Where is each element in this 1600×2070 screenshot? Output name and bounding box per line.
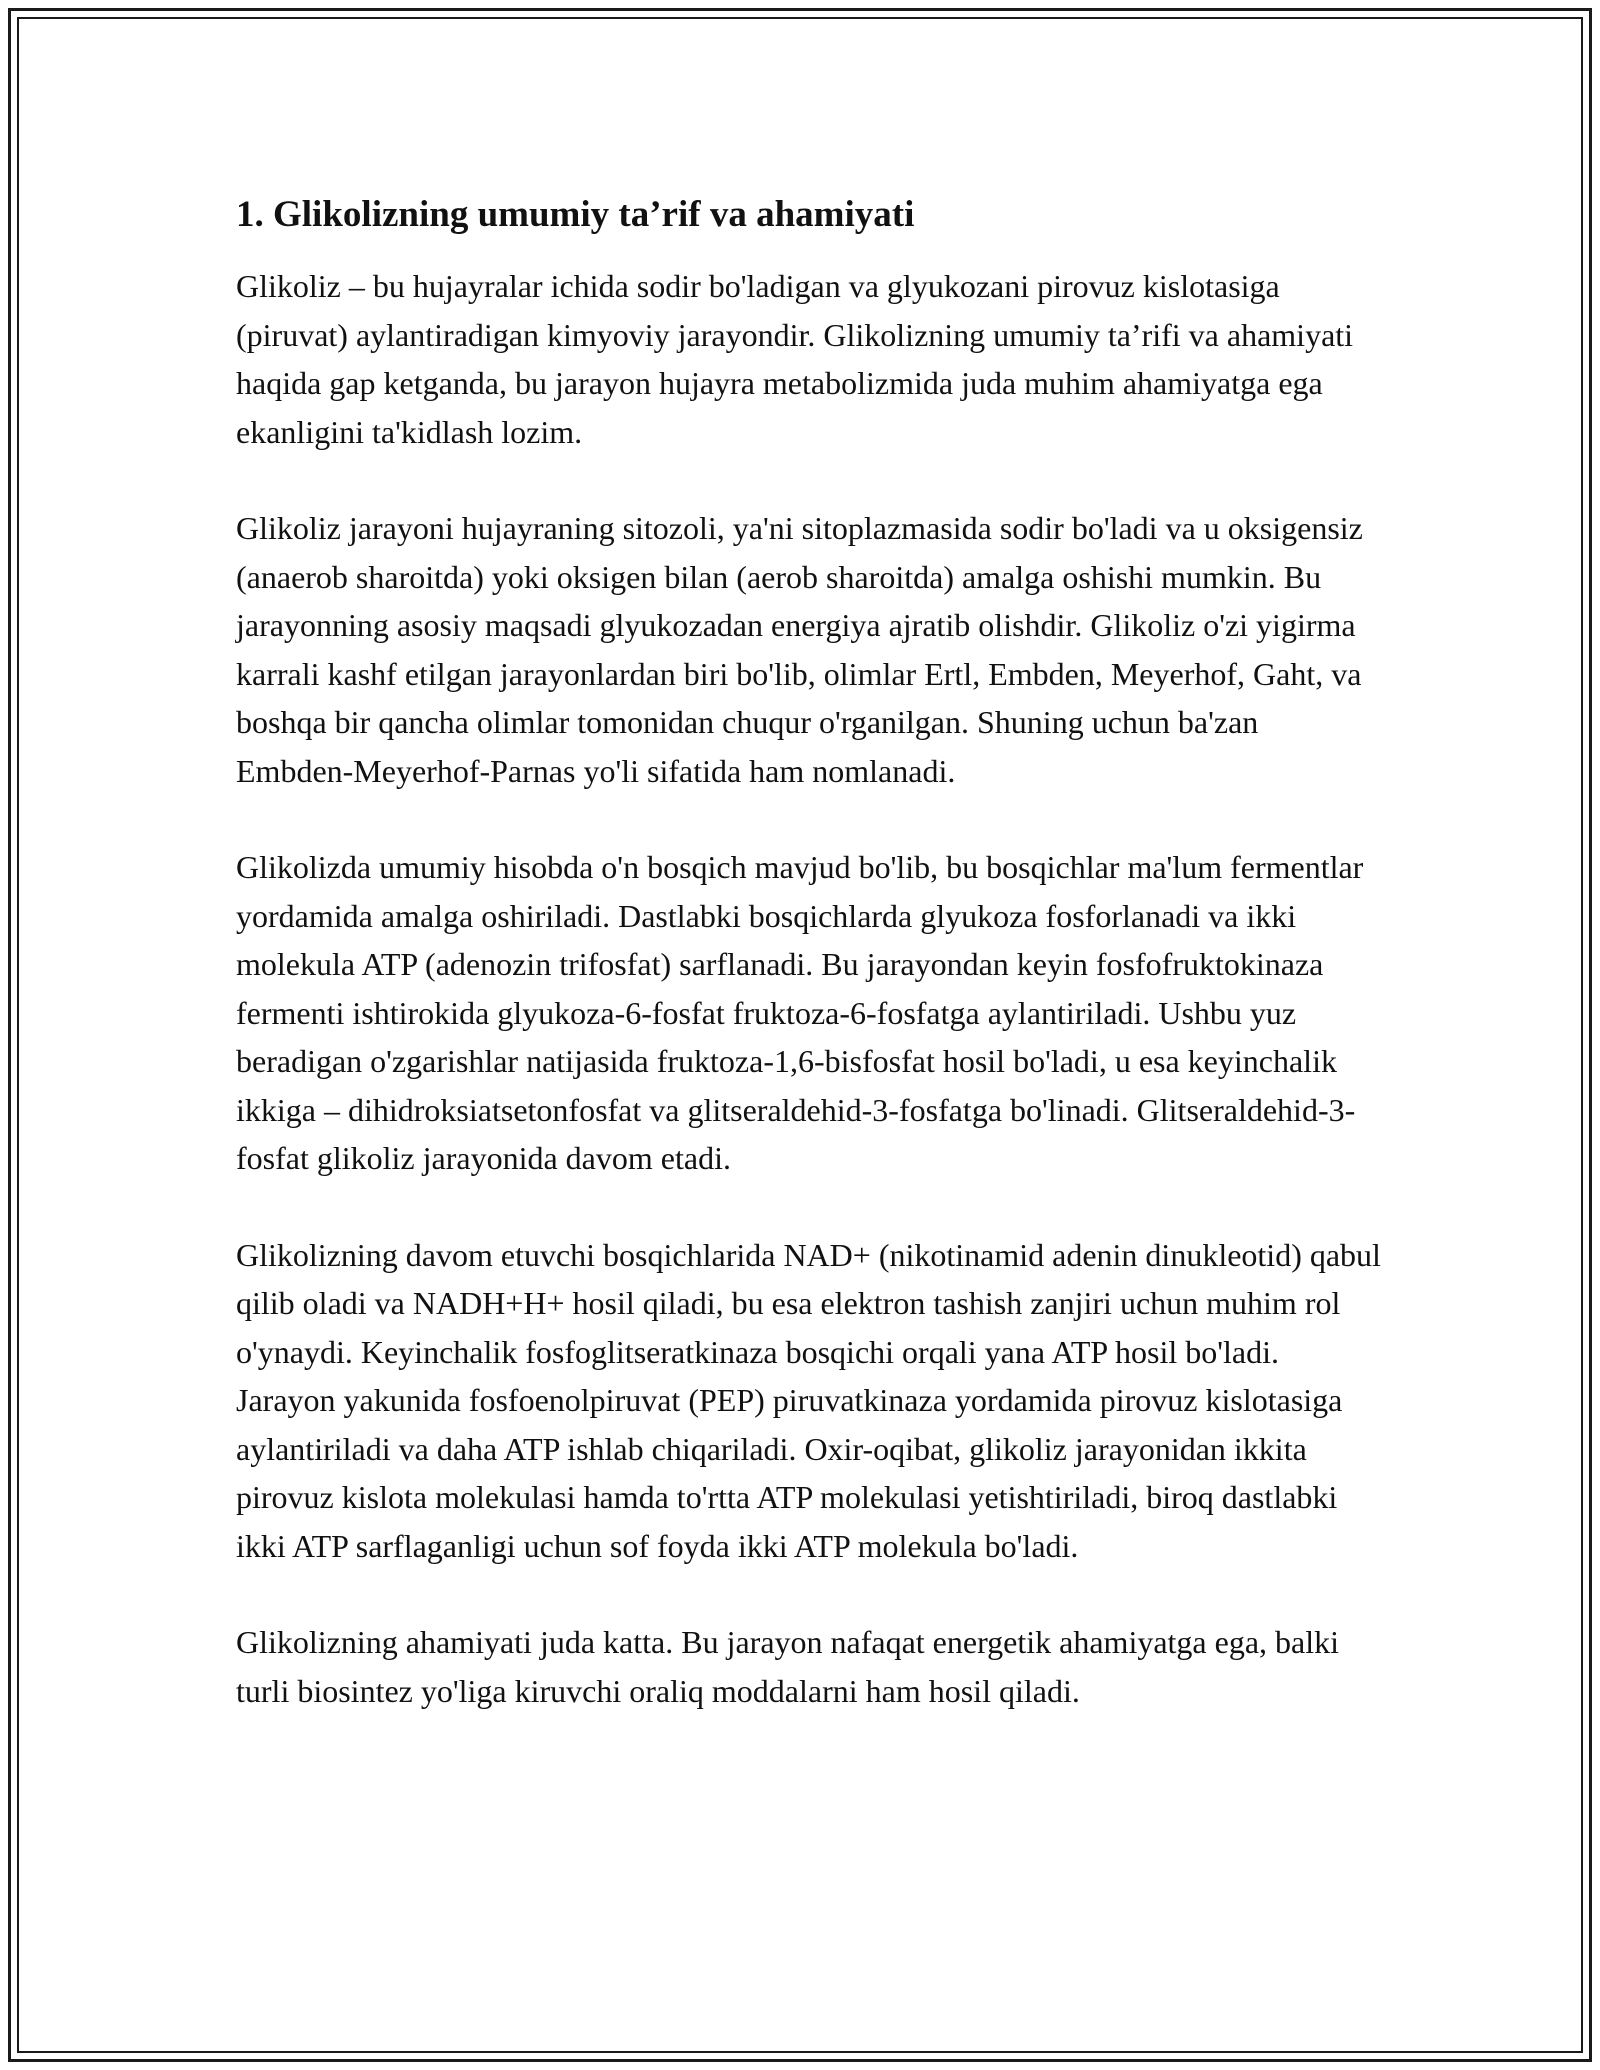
document-body [236,190,1381,1715]
section-heading: 1. Glikolizning umumiy ta’rif va ahamiyati [236,194,915,235]
paragraph-stages: Glikolizda umumiy hisobda o'n bosqich mavjud bo'lib, bu bosqichlar ma'lum fermentlar yordamida amalga oshiriladi. Dastlabki bosqichlarda glyukoza fosforlanadi va ikki molekula ATP (adenozin trifosfat) sarflanadi. Bu jarayondan keyin fosfofruktokinaza fermenti ishtirokida glyukoza-6-fosfat fruktoza-6-fosfatga aylantiriladi. Ushbu yuz beradigan o'zgarishlar natijasida fruktoza-1,6-bisfosfat hosil bo'ladi, u esa keyinchalik ikkiga – dihidroksiatsetonfosfat va glitseraldehid-3-fosfatga bo'linadi. Glitseraldehid-3-fosfat glikoliz jarayonida davom etadi. [236,849,1364,1176]
paragraph-definition: Glikoliz – bu hujayralar ichida sodir bo'ladigan va glyukozani pirovuz kislotasiga (piruvat) aylantiradigan kimyoviy jarayondir. Glikolizning umumiy ta’rifi va ahamiyati haqida gap ketganda, bu jarayon hujayra metabolizmida juda muhim ahamiyatga ega ekanligini ta'kidlash lozim. [236,268,1354,450]
paragraph-location: Glikoliz jarayoni hujayraning sitozoli, ya'ni sitoplazmasida sodir bo'ladi va u oksigensiz (anaerob sharoitda) yoki oksigen bilan (aerob sharoitda) amalga oshishi mumkin. Bu jarayonning asosiy maqsadi glyukozadan energiya ajratib olishdir. Glikoliz o'zi yigirma karrali kashf etilgan jarayonlardan biri bo'lib, olimlar Ertl, Embden, Meyerhof, Gaht, va boshqa bir qancha olimlar tomonidan chuqur o'rganilgan. Shuning uchun ba'zan Embden-Meyerhof-Parnas yo'li sifatida ham nomlanadi. [236,510,1363,789]
paragraph-significance: Glikolizning ahamiyati juda katta. Bu jarayon nafaqat energetik ahamiyatga ega, balki turli biosintez yo'liga kiruvchi oraliq moddalarni ham hosil qiladi. [236,1624,1340,1709]
paragraph-continuation: Glikolizning davom etuvchi bosqichlarida NAD+ (nikotinamid adenin dinukleotid) qabul qilib oladi va NADH+H+ hosil qiladi, bu esa elektron tashish zanjiri uchun muhim rol o'ynaydi. Keyinchalik fosfoglitseratkinaza bosqichi orqali yana ATP hosil bo'ladi. Jarayon yakunida fosfoenolpiruvat (PEP) piruvatkinaza yordamida pirovuz kislotasiga aylantiriladi va daha ATP ishlab chiqariladi. Oxir-oqibat, glikoliz jarayonidan ikkita pirovuz kislota molekulasi hamda to'rtta ATP molekulasi yetishtiriladi, biroq dastlabki ikki ATP sarflaganligi uchun sof foyda ikki ATP molekula bo'ladi. [236,1236,1381,1564]
